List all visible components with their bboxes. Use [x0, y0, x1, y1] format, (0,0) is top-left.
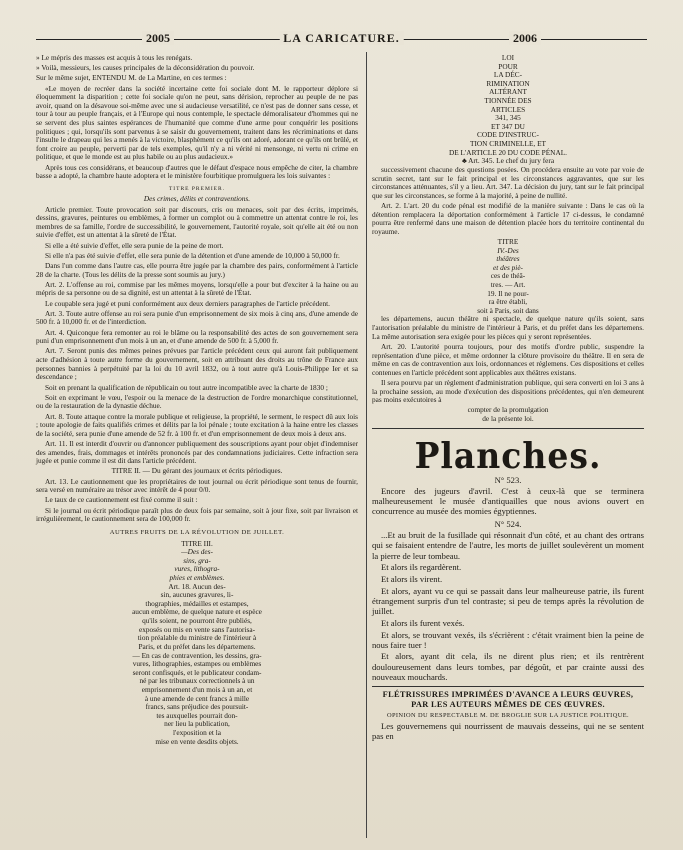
paragraph: Après tous ces considérans, et beaucoup d'autres que le défaut d'espace nous empêche de citer, la chambre basse a adopté, la chambre haute adoptera et le ministère fourbitique promulguera les lois suivantes : — [36, 162, 358, 181]
paragraph: Si elle a été suivie d'effet, elle sera punie de la peine de mort. — [45, 240, 224, 250]
diamond-line: théâtres — [496, 254, 520, 264]
pyramid-line: LA DÉC- — [493, 70, 523, 80]
diamond-line: tres. — Art. — [490, 280, 526, 290]
paragraph: Art. 2. L'offense au roi, commise par les mêmes moyens, lorsqu'elle a pour but d'exciter à la haine ou au mépris de sa personne ou de sa dignité, est un attentat à la sûreté de l'État. — [36, 279, 358, 298]
diamond-line: IV.-Des — [497, 245, 519, 255]
paragraph: Dans l'un comme dans l'autre cas, elle pourra être jugée par la chambre des pairs, conformément à l'article 28 de la charte. (Tous les délits de la presse sont soumis au jury.) — [36, 261, 358, 279]
paragraph: ...Et au bruit de la fusillade qui résonnait d'un côté, et au chant des ortrans qui se faisaient entendre de l'autre, les morts de juillet soulevèrent un moment la pierre de leur tombeau. — [372, 530, 644, 561]
paragraph: Et alors, ayant dit cela, ils ne dirent plus rien; et ils rentrèrent douloureusement dans leurs tombes, par dégoût, et par crainte aussi des nouveaux mouchards. — [372, 651, 644, 682]
funnel-line: phies et emblèmes. — [169, 573, 225, 583]
paragraph: Et alors, ayant vu ce qui se passait dans leur malheureuse patrie, ils furent étrangement surpris d'un tel contraste; si peu de temps après la révolution de juillet. — [372, 585, 644, 617]
pyramid-line: ARTICLES — [490, 104, 526, 114]
paragraph: Et alors ils regardèrent. — [381, 562, 462, 573]
page-number-left: 2005 — [142, 31, 174, 45]
pyramid-line: DE L'ARTICLE 20 DU CODE PÉNAL. — [448, 147, 568, 157]
section-heading: TITRE II. — Du gérant des journaux et écrits périodiques. — [111, 466, 283, 476]
funnel-line: aucun emblème, de quelque nature et espèce — [132, 607, 262, 617]
paragraph: Art. 3. Toute autre offense au roi sera punie d'un emprisonnement de six mois à cinq ans, d'une amende de 500 fr. à 10,000 fr. et de l'interdiction. — [36, 308, 358, 327]
section-heading: TITRE PREMIER. — [168, 185, 226, 192]
section-heading: FLÉTRISSURES IMPRIMÉES D'AVANCE A LEURS ŒUVRES, — [382, 689, 634, 699]
paragraph: Article premier. Toute provocation soit par discours, cris ou menaces, soit par des écrits, imprimés, dessins, gravures, peintures ou emblèmes, à former un complot ou à commettre un attentat contre le roi, les membres de sa famille, l'ordre de successibilité, le gouvernement, l'autorité royale, soit qu'elle ait été ou non suivie d'effet, est un attentat à la sûreté de l'État. — [36, 204, 358, 240]
pyramid-line: 341, 345 — [495, 113, 521, 123]
paragraph: Les gouvernemens qui nourrissent de mauvais desseins, qui ne se sentent pas en — [372, 721, 644, 742]
pyramid-line: TIONNÉE DES — [484, 96, 532, 106]
funnel-line: francs, sans préjudice des poursuit- — [145, 702, 249, 712]
paragraph: Soit en prenant la qualification de républicain ou tout autre incompatible avec la charte de 1830 ; — [45, 382, 328, 392]
right-column — [372, 54, 644, 743]
funnel-line: ner lieu la publication, — [164, 719, 230, 729]
funnel-line: Art. 18. Aucun des- — [168, 581, 226, 591]
diamond-line: soit à Paris, soit dans — [477, 305, 539, 315]
taper-text-block — [372, 406, 644, 423]
pyramid-line: LOI — [501, 53, 515, 62]
paragraph: Il sera pourvu par un règlement d'administration publique, qui sera converti en loi 3 ans à la prochaine session, au mode d'exécution des dispositions précédentes, qui n'en demeurent pas moins exécutoires à — [372, 377, 644, 405]
plate-number: N° 523. — [494, 474, 522, 485]
section-rule — [372, 428, 644, 429]
funnel-line: — En cas de contravention, les dessins, gra- — [132, 650, 262, 660]
pyramid-text-block — [372, 54, 644, 166]
paragraph: Soit en exprimant le vœu, l'espoir ou la menace de la destruction de l'ordre monarchique constitutionnel, ou de la restauration de la dynastie déchue. — [36, 392, 358, 411]
diamond-line: ces de théâ- — [490, 271, 526, 281]
pyramid-line: ALTÉRANT — [489, 87, 527, 97]
section-heading: PAR LES AUTEURS MÊMES DE CES ŒUVRES. — [411, 699, 605, 709]
funnel-line: né par les tribunaux correctionnels à un — [139, 676, 255, 686]
funnel-line: l'exposition et la — [173, 727, 221, 737]
paragraph: Le coupable sera jugé et puni conformément aux deux derniers paragraphes de l'article précédent. — [45, 298, 330, 308]
funnel-line: mise en vente desdits objets. — [155, 736, 239, 746]
paragraph: Art. 4. Quiconque fera remonter au roi le blâme ou la responsabilité des actes de son gouvernement sera puni d'un emprisonnement d'un mois à un an, et d'une amende de 500 fr. à 5,000 fr. — [36, 327, 358, 346]
funnel-line: thographies, médailles et estampes, — [145, 598, 249, 608]
section-subheading: Des crimes, délits et contraventions. — [143, 194, 251, 204]
paragraph: «Le moyen de recréer dans la société incertaine cette foi sociale dont M. le rapporteur déplore si éloquemment la disparition ; cette foi sociale qu'on ne peut, sans dérision, reprocher au peuple de ne pas avoir, quand on la désavoue soi-même avec une si audacieuse versatilité, ce n'est pas de donner sans cesse, et tour à tour au peuple français, et à l'Europe qui nous contemple, le spectacle démoralisateur d'hommes qui ne se servent des plus saintes espérances de l'humanité que comme d'une arme pour conquérir les positions politiques ; qui, lorsqu'ils sont parvenus à se saisir du gouvernement, traitent dans les récriminations et dans l'insulte le drapeau qui les a menés à la victoire, blasphèment ce qu'ils ont adoré, adorant ce qu'ils ont brûlé, et font croire au peuple, perverti par de tels exemples, qu'il n'y a ni vérité ni mensonge, ni vertu ni crime en politique, et que le monde est au plus habile ou au plus audacieux.» — [36, 83, 358, 162]
page-number-right: 2006 — [509, 31, 541, 45]
funnel-text-block — [36, 540, 358, 747]
paragraph: Art. 2. L'art. 20 du code pénal est modifié de la manière suivante : Dans le cas où la détention remplacera la déportation conformément à l'article 17 ci-dessus, le condamné pourra être renfermé dans une maison de détention placée hors du territoire continental du royaume. — [372, 200, 644, 236]
paragraph: » Le mépris des masses est acquis à tous les renégats. — [36, 53, 193, 62]
section-rule — [372, 686, 644, 687]
funnel-line: tion préalable du ministre de l'intérieur à — [137, 633, 257, 643]
paragraph: Si le journal ou écrit périodique paraît plus de deux fois par semaine, soit à jour fixe, soit par livraison et irrégulièrement, le cautionnement sera de 100,000 fr. — [36, 505, 358, 524]
funnel-line: Paris, et du préfet dans les départemens. — [138, 641, 256, 651]
journal-title: LA CARICATURE. — [279, 31, 403, 45]
section-heading: AUTRES FRUITS DE LA RÉVOLUTION DE JUILLET. — [109, 528, 285, 536]
taper-line: de la présente loi. — [482, 413, 534, 423]
paragraph: Le taux de ce cautionnement est fixé comme il suit : — [45, 495, 198, 505]
pyramid-line: POUR — [498, 61, 518, 71]
paragraph: Art. 8. Toute attaque contre la morale publique et religieuse, la propriété, le serment, le respect dû aux lois ; toute apologie de faits qualifiés crimes et délits par la loi pénale ; toute excitation à la haine entre les classes de la société, sera punie d'une amende de 52 fr. à 100 fr. et d'un emprisonnement de deux mois à deux ans. — [36, 411, 358, 438]
funnel-line: tes auxquelles pourrait don- — [156, 710, 238, 720]
diamond-line: et des piè- — [493, 262, 523, 272]
page-header — [36, 31, 647, 45]
paragraph: Art. 11. Il est interdit d'ouvrir ou d'annoncer publiquement des souscriptions ayant pour objet d'indemniser des amendes, frais, dommages et intérêts prononcés par des condamnations judiciaires. Cette infraction sera jugée et punie comme il est dit dans l'article précédent. — [36, 438, 358, 466]
diamond-line: ra être établi, — [488, 297, 528, 307]
paragraph: Et alors ils furent vexés. — [381, 617, 465, 628]
column-divider — [366, 52, 367, 838]
paragraph: Et alors ils virent. — [381, 574, 443, 585]
funnel-line: —Des des- — [181, 547, 213, 557]
funnel-line: à une amende de cent francs à mille — [144, 693, 250, 703]
funnel-line: vures, lithogra- — [174, 564, 220, 574]
paragraph: les départemens, aucun théâtre ni spectacle, de quelque nature qu'ils soient, sans l'autorisation préalable du ministre de l'intérieur à Paris, et du préfet dans les départemens. La même autorisation sera exigée pour les pièces qui y seront représentées. — [372, 314, 644, 341]
funnel-line: vures, lithographies, estampes ou emblèmes — [132, 659, 262, 669]
funnel-line: TITRE III. — [181, 538, 213, 548]
funnel-line: qu'ils soient, ne pourront être publiés, — [142, 616, 252, 626]
funnel-line: sin, aucunes gravures, li- — [160, 590, 234, 600]
pyramid-line: ♣ Art. 345. Le chef du jury fera — [461, 156, 555, 166]
paragraph: » Voilà, messieurs, les causes principales de la déconsidération du pouvoir. — [36, 63, 255, 73]
plate-number: N° 524. — [494, 519, 522, 530]
diamond-text-block — [372, 238, 644, 315]
diamond-line: 19. Il ne pour- — [487, 288, 529, 298]
planches-heading: Planches. — [414, 434, 602, 477]
section-subheading: OPINION DU RESPECTABLE M. DE BROGLIE SUR LA JUSTICE POLITIQUE. — [386, 711, 630, 719]
left-column — [36, 54, 358, 746]
funnel-line: emprisonnement d'un mois à un an, et — [141, 684, 253, 694]
funnel-line: seront confisqués, et le publicateur condam- — [132, 667, 262, 677]
paragraph: Et alors, se trouvant vexés, ils s'écrièrent : c'était vraiment bien la peine de nous faire tuer ! — [372, 629, 644, 650]
diamond-line: TITRE — [497, 236, 519, 246]
pyramid-line: CODE D'INSTRUC- — [477, 130, 539, 140]
funnel-line: sins, gra- — [183, 555, 211, 565]
paragraph: Encore des jugeurs d'avril. C'est à ceux-là que se terminera malheureusement le musée d'antiquailles que nous avions ouvert en concurrence au musée des momies égyptiennes. — [372, 485, 644, 516]
paragraph: Art. 13. Le cautionnement que les propriétaires de tout journal ou écrit périodique sont tenus de fournir, sera versé en numéraire au trésor avec intérêt de 4 pour 0/0. — [36, 476, 358, 495]
paragraph: Art. 7. Seront punis des mêmes peines prévues par l'article précédent ceux qui auront fait publiquement acte d'adhésion à toute autre forme du gouvernement, soit en attribuant des droits au trône de France aux personnes bannies à perpétuité par la loi du 10 avril 1832, ou à tout autre qu'à Louis-Philippe Ier et sa descendance ; — [36, 346, 358, 382]
paragraph: Si elle n'a pas été suivie d'effet, elle sera punie de la détention et d'une amende de 10,000 à 50,000 fr. — [45, 250, 340, 260]
pyramid-line: TION CRIMINELLE, ET — [470, 139, 546, 149]
pyramid-line: ET 347 DU — [491, 121, 525, 131]
paragraph: Sur le même sujet, ENTENDU M. de La Martine, en ces termes : — [36, 73, 227, 83]
pyramid-line: RIMINATION — [486, 78, 530, 88]
paragraph: Art. 20. L'autorité pourra toujours, pour des motifs d'ordre public, suspendre la représentation d'une pièce, et même ordonner la clôture provisoire du théâtre. Il en sera de même en cas de contravention aux lois, ordonnances et réglemens. Ces dispositions et celles contenues en l'article précédent sont applicables aux théâtres existans. — [372, 341, 644, 377]
taper-line: compter de la promulgation — [467, 405, 549, 415]
funnel-line: exposés ou mis en vente sans l'autorisa- — [138, 624, 255, 634]
paragraph: successivement chacune des questions posées. On procédera ensuite au vote par voie de scrutin secret, tant sur le fait principal et les circonstances aggravantes, que sur les circonstances atténuantes, s'il y a lieu. Art. 347. La décision du jury, tant sur le fait principal que sur les circonstances, se forme à la majorité, à peine de nullité. — [372, 164, 644, 200]
